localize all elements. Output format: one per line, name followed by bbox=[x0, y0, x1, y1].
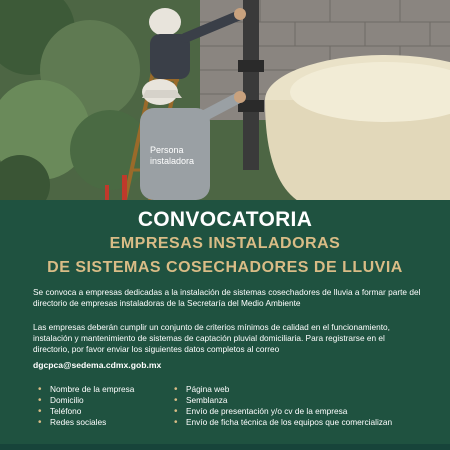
bullet-icon: • bbox=[174, 384, 178, 395]
bullet-icon: • bbox=[174, 395, 178, 406]
contact-email: dgcpca@sedema.cdmx.gob.mx bbox=[33, 360, 162, 370]
list-item: • Envío de presentación y/o cv de la empresa bbox=[174, 406, 348, 417]
list-item: • Nombre de la empresa bbox=[38, 384, 135, 395]
bullet-icon: • bbox=[38, 384, 42, 395]
list-item: • Semblanza bbox=[174, 395, 228, 406]
page-title: CONVOCATORIA bbox=[137, 208, 313, 231]
info-panel bbox=[0, 200, 450, 450]
intro-paragraph: Se convoca a empresas dedicadas a la instalación de sistemas cosechadores de lluvia a formar parte del directorio de empresas instaladoras de la Secretaría del Medio Ambiente bbox=[33, 287, 421, 308]
bullet-icon: • bbox=[38, 417, 42, 428]
list-item: • Redes sociales bbox=[38, 417, 107, 428]
installers-photo bbox=[0, 0, 450, 200]
bullet-icon: • bbox=[174, 406, 178, 417]
list-item: • Envío de ficha técnica de los equipos que comercializan bbox=[174, 417, 393, 428]
vest-text-line2: instaladora bbox=[150, 156, 195, 166]
list-item: • Teléfono bbox=[38, 406, 82, 417]
installers-photo-illustration bbox=[0, 0, 450, 200]
subtitle-line-1: EMPRESAS INSTALADORAS bbox=[109, 235, 341, 252]
required-data-list-right bbox=[172, 384, 392, 428]
bullet-icon: • bbox=[38, 395, 42, 406]
subtitle-line-2: DE SISTEMAS COSECHADORES DE LLUVIA bbox=[47, 259, 403, 276]
list-item: • Página web bbox=[174, 384, 230, 395]
bullet-icon: • bbox=[174, 417, 178, 428]
bottom-border bbox=[0, 444, 450, 450]
required-data-list-left bbox=[36, 384, 134, 428]
bullet-icon: • bbox=[38, 406, 42, 417]
vest-text-line1: Persona bbox=[150, 145, 184, 155]
list-item: • Domicilio bbox=[38, 395, 84, 406]
requirements-paragraph: Las empresas deberán cumplir un conjunto de criterios mínimos de calidad en el funcionamiento, instalación y mantenimiento de sistemas de captación pluvial domiciliaria. Para registrarse en el directorio, por favor enviar los siguientes datos completos al correo bbox=[33, 322, 390, 354]
